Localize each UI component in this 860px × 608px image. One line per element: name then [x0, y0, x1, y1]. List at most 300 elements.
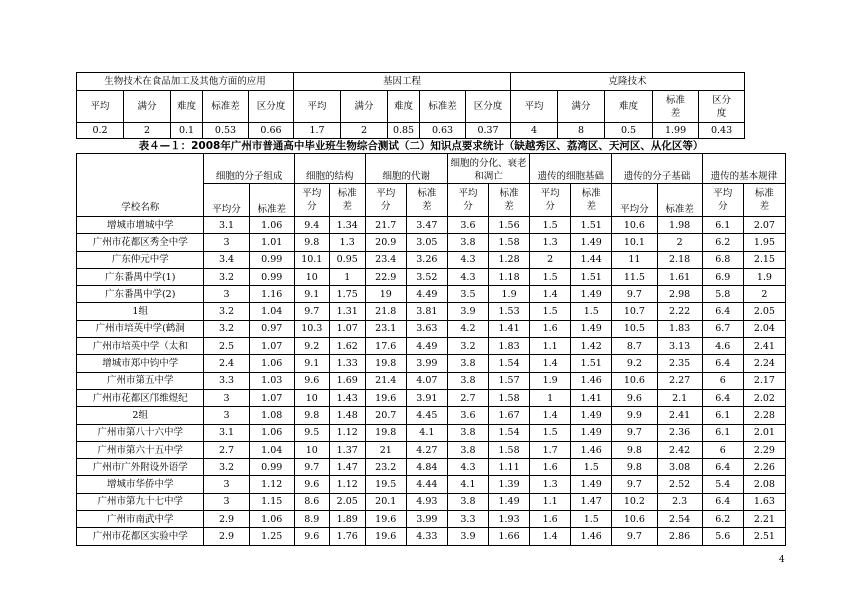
table-cell: 3.6	[447, 217, 488, 234]
table-cell: 20.7	[365, 407, 406, 424]
table-cell: 1.89	[329, 511, 365, 528]
table-cell: 1.3	[530, 234, 571, 251]
table-cell: 10.3	[294, 320, 329, 337]
table-cell: 1.18	[489, 268, 530, 285]
table-cell: 6.9	[702, 268, 743, 285]
table-cell: 9.8	[294, 407, 329, 424]
column-header: 标准 差	[743, 184, 785, 217]
table-cell: 1.06	[249, 424, 294, 441]
table-cell: 1.37	[329, 441, 365, 458]
table-cell: 1.66	[489, 528, 530, 545]
table-cell: 4.07	[406, 372, 447, 389]
table-cell: 9.7	[294, 303, 329, 320]
table-cell: 1.04	[249, 441, 294, 458]
school-name-cell: 广州市第五中学	[77, 372, 204, 389]
table-cell: 1.46	[571, 528, 612, 545]
table-cell: 2.7	[204, 441, 249, 458]
table-row	[77, 372, 786, 389]
group-header: 遗传的细胞基础	[530, 154, 612, 184]
table-cell: 3.8	[447, 234, 488, 251]
column-header: 区分度	[466, 91, 511, 123]
school-name-cell: 增城市华侨中学	[77, 476, 204, 493]
table-cell: 9.1	[294, 286, 329, 303]
group-header: 细胞的分子组成	[204, 154, 294, 184]
table-cell: 3.52	[406, 268, 447, 285]
table-cell: 9.7	[294, 459, 329, 476]
table-cell: 9.6	[294, 476, 329, 493]
column-header: 平均	[77, 91, 124, 123]
column-header: 区分 度	[699, 91, 745, 123]
table-cell: 8	[558, 123, 605, 139]
table-cell: 1.99	[653, 123, 699, 139]
table-row	[77, 389, 786, 406]
table-cell: 3.99	[406, 511, 447, 528]
table-cell: 4.44	[406, 476, 447, 493]
table-row	[77, 320, 786, 337]
table-cell: 9.7	[612, 424, 657, 441]
table-cell: 1.83	[489, 338, 530, 355]
table-cell: 21	[365, 441, 406, 458]
table-cell: 1.6	[530, 511, 571, 528]
table-cell: 1.06	[249, 217, 294, 234]
table-cell: 1.33	[329, 355, 365, 372]
column-header: 难度	[388, 91, 420, 123]
table-cell: 1.47	[329, 459, 365, 476]
table-cell: 3.8	[447, 424, 488, 441]
table-cell: 22.9	[365, 268, 406, 285]
table-cell: 2	[341, 123, 388, 139]
table-cell: 1.51	[571, 268, 612, 285]
table-cell: 2.04	[743, 320, 785, 337]
table-cell: 1.07	[249, 338, 294, 355]
table-cell: 0.1	[171, 123, 203, 139]
table-cell: 1.39	[489, 476, 530, 493]
table-cell: 1.16	[249, 286, 294, 303]
table-cell: 1.54	[489, 424, 530, 441]
table-cell: 6.1	[702, 407, 743, 424]
table-cell: 1.49	[571, 234, 612, 251]
table-cell: 8.6	[294, 493, 329, 510]
table-cell: 4.2	[447, 320, 488, 337]
table-cell: 23.1	[365, 320, 406, 337]
table-cell: 2.24	[743, 355, 785, 372]
table-cell: 1.93	[489, 511, 530, 528]
table-cell: 1.07	[329, 320, 365, 337]
table-cell: 4.45	[406, 407, 447, 424]
column-header: 平均 分	[447, 184, 488, 217]
table-cell: 3	[204, 476, 249, 493]
table-cell: 1.07	[249, 389, 294, 406]
school-name-cell: 广东番禺中学(2)	[77, 286, 204, 303]
table-cell: 6	[702, 372, 743, 389]
table-cell: 11	[612, 251, 657, 268]
page-number: 4	[779, 555, 785, 565]
table-cell: 1.46	[571, 372, 612, 389]
table-cell: 3.9	[447, 528, 488, 545]
group-header: 基因工程	[294, 73, 511, 91]
column-header: 难度	[171, 91, 203, 123]
table-cell: 19	[365, 286, 406, 303]
column-header: 标准 差	[571, 184, 612, 217]
table-cell: 2.05	[329, 493, 365, 510]
table-cell: 9.7	[612, 286, 657, 303]
table-cell: 1.76	[329, 528, 365, 545]
table-cell: 9.5	[294, 424, 329, 441]
table-cell: 2.22	[657, 303, 702, 320]
table-cell: 1.7	[294, 123, 341, 139]
table-cell: 3.2	[204, 268, 249, 285]
table-cell: 2.86	[657, 528, 702, 545]
school-name-cell: 广州市培英中学（太和	[77, 338, 204, 355]
column-header: 标准 差	[406, 184, 447, 217]
table-cell: 2.36	[657, 424, 702, 441]
table-row	[77, 268, 786, 285]
table-cell: 1.49	[489, 493, 530, 510]
table-cell: 2.07	[743, 217, 785, 234]
table-cell: 1.49	[571, 476, 612, 493]
table-cell: 1.58	[489, 234, 530, 251]
table-cell: 1.5	[530, 424, 571, 441]
school-name-cell: 广州市花都区实验中学	[77, 528, 204, 545]
table-cell: 3.8	[447, 493, 488, 510]
table-cell: 1.44	[571, 251, 612, 268]
table-cell: 2	[124, 123, 171, 139]
table-cell: 6.7	[702, 320, 743, 337]
table-cell: 3.1	[204, 424, 249, 441]
table-cell: 1.54	[489, 355, 530, 372]
table-caption: 表４—１：2008年广州市普通高中毕业班生物综合测试（二）知识点要求统计（缺越秀区、荔湾区、天河区、从化区等）	[138, 140, 704, 152]
table-cell: 3.2	[204, 459, 249, 476]
table-cell: 0.66	[249, 123, 294, 139]
table-cell: 2.29	[743, 441, 785, 458]
table-cell: 3.13	[657, 338, 702, 355]
school-name-cell: 广州市南武中学	[77, 511, 204, 528]
table-cell: 21.4	[365, 372, 406, 389]
table-cell: 0.53	[203, 123, 249, 139]
table-cell: 1.5	[571, 511, 612, 528]
table-cell: 9.7	[612, 476, 657, 493]
table-cell: 4.49	[406, 286, 447, 303]
table-cell: 6	[702, 441, 743, 458]
table-cell: 6.2	[702, 234, 743, 251]
table-cell: 2.28	[743, 407, 785, 424]
table-cell: 1.28	[489, 251, 530, 268]
table-cell: 1.49	[571, 286, 612, 303]
table-cell: 2.5	[204, 338, 249, 355]
table-cell: 2	[657, 234, 702, 251]
table-cell: 6.4	[702, 459, 743, 476]
table-cell: 19.8	[365, 355, 406, 372]
table-cell: 2.9	[204, 511, 249, 528]
school-name-cell: 广东仲元中学	[77, 251, 204, 268]
column-header: 满分	[341, 91, 388, 123]
table-cell: 2.9	[204, 528, 249, 545]
table-cell: 4	[511, 123, 558, 139]
table-cell: 1.03	[249, 372, 294, 389]
column-header: 标准 差	[329, 184, 365, 217]
column-header: 标准差	[203, 91, 249, 123]
table-cell: 2.52	[657, 476, 702, 493]
table-cell: 4.3	[447, 268, 488, 285]
table-cell: 1.43	[329, 389, 365, 406]
table-cell: 3.91	[406, 389, 447, 406]
table-cell: 8.9	[294, 511, 329, 528]
table-cell: 1.56	[489, 217, 530, 234]
table-cell: 5.6	[702, 528, 743, 545]
table-cell: 23.4	[365, 251, 406, 268]
table-cell: 2.3	[657, 493, 702, 510]
table-cell: 1.41	[489, 320, 530, 337]
table-cell: 9.7	[612, 528, 657, 545]
table-cell: 1.06	[249, 355, 294, 372]
table-row	[77, 234, 786, 251]
group-header: 细胞的结构	[294, 154, 365, 184]
table-cell: 9.1	[294, 355, 329, 372]
table-cell: 3.8	[447, 441, 488, 458]
table-cell: 1.9	[530, 372, 571, 389]
table-cell: 2.05	[743, 303, 785, 320]
table-row	[77, 476, 786, 493]
table-cell: 2	[530, 251, 571, 268]
table-cell: 4.93	[406, 493, 447, 510]
table-cell: 3.05	[406, 234, 447, 251]
table-cell: 1.12	[329, 424, 365, 441]
column-header: 标准 差	[489, 184, 530, 217]
table-cell: 1.01	[249, 234, 294, 251]
table-cell: 9.8	[612, 459, 657, 476]
table-cell: 6.4	[702, 389, 743, 406]
table-cell: 1.53	[489, 303, 530, 320]
table-cell: 1	[329, 268, 365, 285]
table-cell: 1.58	[489, 441, 530, 458]
top-summary-table	[76, 72, 745, 139]
table-row	[77, 459, 786, 476]
table-cell: 19.5	[365, 476, 406, 493]
column-header: 平均 分	[702, 184, 743, 217]
table-cell: 1.51	[571, 355, 612, 372]
table-cell: 1.46	[571, 441, 612, 458]
table-cell: 3.3	[447, 511, 488, 528]
table-cell: 2.01	[743, 424, 785, 441]
table-cell: 0.63	[420, 123, 466, 139]
group-header: 细胞的分化、衰老和凋亡	[447, 154, 529, 184]
table-cell: 1.11	[489, 459, 530, 476]
table-cell: 1.47	[571, 493, 612, 510]
table-cell: 4.27	[406, 441, 447, 458]
table-cell: 1.9	[743, 268, 785, 285]
column-header: 平均	[511, 91, 558, 123]
column-header: 满分	[558, 91, 605, 123]
table-cell: 1.06	[249, 511, 294, 528]
table-cell: 1.9	[489, 286, 530, 303]
school-name-cell: 广州市花都区秀全中学	[77, 234, 204, 251]
table-cell: 2.18	[657, 251, 702, 268]
table-cell: 1.57	[489, 372, 530, 389]
table-cell: 9.4	[294, 217, 329, 234]
column-header: 标准差	[657, 184, 702, 217]
table-row	[77, 123, 745, 139]
column-header: 难度	[605, 91, 653, 123]
school-name-cell: 增城市郑中钧中学	[77, 355, 204, 372]
table-cell: 10.1	[612, 234, 657, 251]
table-cell: 3.26	[406, 251, 447, 268]
table-cell: 2.51	[743, 528, 785, 545]
table-cell: 9.9	[612, 407, 657, 424]
column-header: 区分度	[249, 91, 294, 123]
table-cell: 10.2	[612, 493, 657, 510]
table-cell: 17.6	[365, 338, 406, 355]
table-cell: 2.15	[743, 251, 785, 268]
table-cell: 0.37	[466, 123, 511, 139]
table-cell: 9.6	[294, 372, 329, 389]
school-name-cell: 广东番禺中学(1)	[77, 268, 204, 285]
table-cell: 6.4	[702, 355, 743, 372]
table-cell: 6.2	[702, 511, 743, 528]
table-cell: 0.99	[249, 251, 294, 268]
table-cell: 4.3	[447, 251, 488, 268]
school-name-cell: 2组	[77, 407, 204, 424]
table-row	[77, 355, 786, 372]
table-cell: 2.17	[743, 372, 785, 389]
table-cell: 10	[294, 441, 329, 458]
table-cell: 2.08	[743, 476, 785, 493]
table-cell: 6.4	[702, 303, 743, 320]
table-row	[77, 407, 786, 424]
table-cell: 3.3	[204, 372, 249, 389]
table-cell: 3	[204, 234, 249, 251]
table-cell: 2.54	[657, 511, 702, 528]
table-cell: 1.49	[571, 424, 612, 441]
table-cell: 10	[294, 268, 329, 285]
table-cell: 1.67	[489, 407, 530, 424]
table-cell: 0.43	[699, 123, 745, 139]
group-header: 生物技术在食品加工及其他方面的应用	[77, 73, 294, 91]
table-cell: 1.4	[530, 528, 571, 545]
table-cell: 2.1	[657, 389, 702, 406]
table-row	[77, 441, 786, 458]
school-name-cell: 广州市广外附设外语学	[77, 459, 204, 476]
table-cell: 2.7	[447, 389, 488, 406]
table-row	[77, 286, 786, 303]
table-cell: 19.6	[365, 511, 406, 528]
table-cell: 2.02	[743, 389, 785, 406]
table-row	[77, 511, 786, 528]
table-cell: 0.97	[249, 320, 294, 337]
table-cell: 4.6	[702, 338, 743, 355]
table-cell: 0.95	[329, 251, 365, 268]
column-header: 平均分	[204, 184, 249, 217]
table-cell: 3.2	[204, 320, 249, 337]
column-header: 平均 分	[365, 184, 406, 217]
table-cell: 0.99	[249, 459, 294, 476]
table-cell: 3	[204, 407, 249, 424]
table-cell: 1.31	[329, 303, 365, 320]
table-cell: 19.8	[365, 424, 406, 441]
table-cell: 5.4	[702, 476, 743, 493]
table-cell: 1.6	[530, 459, 571, 476]
table-row	[77, 217, 786, 234]
table-cell: 2.4	[204, 355, 249, 372]
group-header: 克隆技术	[511, 73, 745, 91]
table-cell: 11.5	[612, 268, 657, 285]
table-cell: 2.42	[657, 441, 702, 458]
table-cell: 1.12	[329, 476, 365, 493]
table-cell: 2.26	[743, 459, 785, 476]
group-header: 细胞的代谢	[365, 154, 447, 184]
table-cell: 9.2	[294, 338, 329, 355]
school-name-cell: 广州市第八十六中学	[77, 424, 204, 441]
table-cell: 1.63	[743, 493, 785, 510]
table-cell: 1.12	[249, 476, 294, 493]
column-header: 平均 分	[530, 184, 571, 217]
table-cell: 4.1	[447, 476, 488, 493]
table-cell: 1.62	[329, 338, 365, 355]
table-cell: 2	[743, 286, 785, 303]
table-cell: 21.7	[365, 217, 406, 234]
table-cell: 1.5	[571, 303, 612, 320]
table-cell: 9.2	[612, 355, 657, 372]
table-cell: 3.4	[204, 251, 249, 268]
column-header: 标准差	[420, 91, 466, 123]
table-cell: 3.99	[406, 355, 447, 372]
table-cell: 1.4	[530, 286, 571, 303]
table-cell: 20.9	[365, 234, 406, 251]
column-header: 标准差	[249, 184, 294, 217]
column-header: 满分	[124, 91, 171, 123]
table-cell: 6.4	[702, 493, 743, 510]
table-cell: 1.41	[571, 389, 612, 406]
table-cell: 19.6	[365, 389, 406, 406]
table-cell: 10.5	[612, 320, 657, 337]
school-name-cell: 广州市花都区邝维煜纪	[77, 389, 204, 406]
table-cell: 10.6	[612, 511, 657, 528]
table-cell: 1.15	[249, 493, 294, 510]
table-cell: 2.41	[657, 407, 702, 424]
table-cell: 21.8	[365, 303, 406, 320]
table-row	[77, 424, 786, 441]
school-name-header	[77, 154, 204, 217]
table-cell: 1	[530, 389, 571, 406]
table-cell: 1.34	[329, 217, 365, 234]
table-cell: 1.25	[249, 528, 294, 545]
table-row	[77, 528, 786, 545]
table-cell: 0.85	[388, 123, 420, 139]
table-cell: 1.04	[249, 303, 294, 320]
table-cell: 20.1	[365, 493, 406, 510]
school-name-cell: 1组	[77, 303, 204, 320]
table-cell: 1.4	[530, 407, 571, 424]
table-cell: 4.3	[447, 459, 488, 476]
table-cell: 4.84	[406, 459, 447, 476]
table-cell: 1.98	[657, 217, 702, 234]
table-cell: 9.8	[612, 441, 657, 458]
table-cell: 2.41	[743, 338, 785, 355]
table-cell: 0.99	[249, 268, 294, 285]
table-cell: 1.6	[530, 320, 571, 337]
table-row	[77, 251, 786, 268]
table-cell: 3	[204, 389, 249, 406]
table-cell: 3.8	[447, 372, 488, 389]
table-cell: 1.5	[530, 303, 571, 320]
table-cell: 1.58	[489, 389, 530, 406]
table-cell: 1.49	[571, 407, 612, 424]
table-row	[77, 493, 786, 510]
table-cell: 19.6	[365, 528, 406, 545]
table-cell: 1.3	[530, 476, 571, 493]
table-cell: 3.6	[447, 407, 488, 424]
table-cell: 1.51	[571, 217, 612, 234]
table-cell: 10	[294, 389, 329, 406]
